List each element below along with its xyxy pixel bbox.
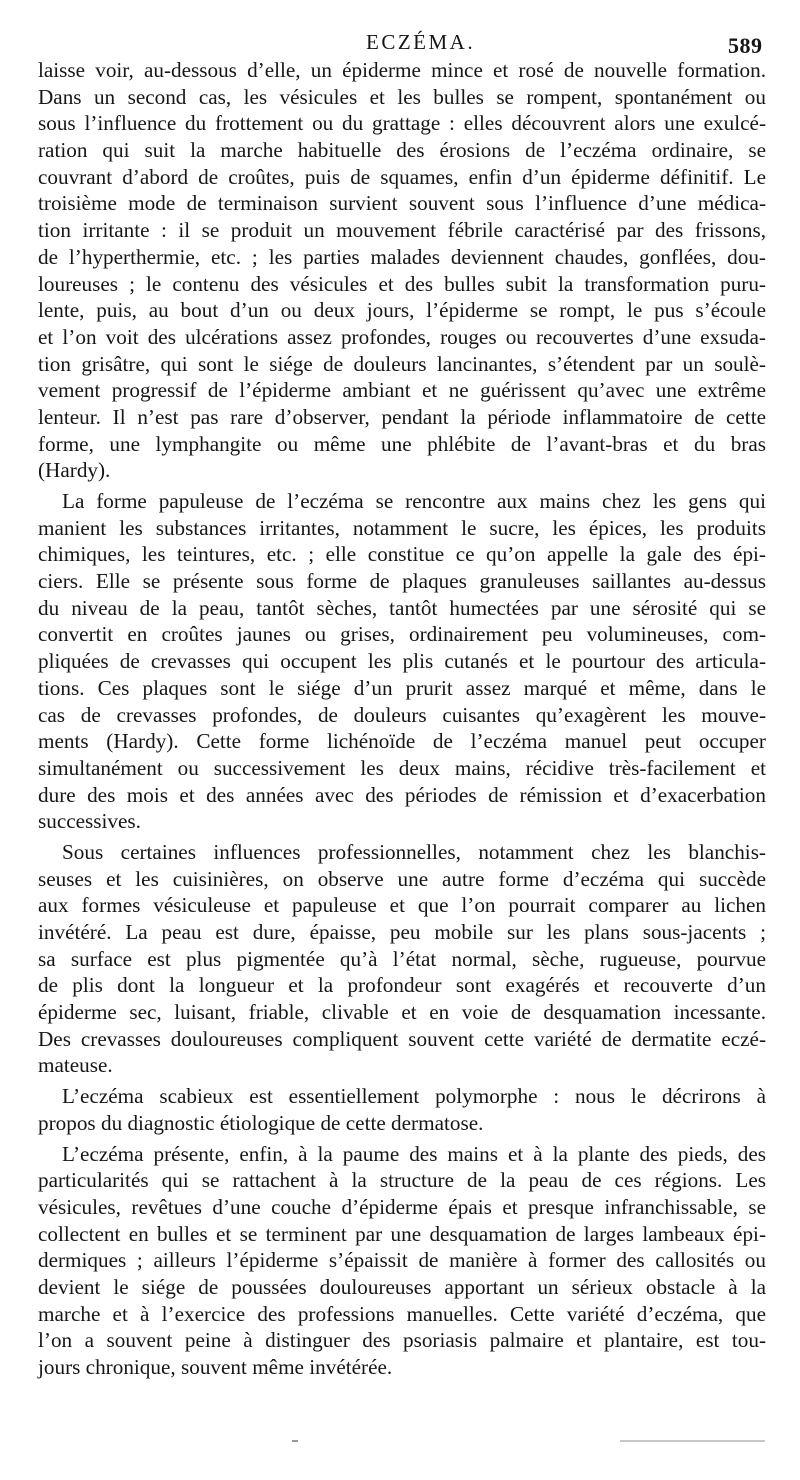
text-line: et l’on voit des ulcérations assez profondes, rouges ou recouvertes d’une exsuda- (38, 324, 766, 349)
text-line: Sous certaines influences professionnelles, notamment chez les blanchis- (62, 839, 766, 864)
text-line: ciers. Elle se présente sous forme de plaques granuleuses saillantes au-dessus (38, 569, 766, 594)
text-line: dure des mois et des années avec des périodes de rémission et d’exacerbation (38, 782, 766, 807)
text-line: loureuses ; le contenu des vésicules et des bulles subit la transformation puru- (38, 271, 766, 296)
paragraph-papular-form (38, 488, 766, 835)
text-line: (Hardy). (38, 458, 111, 483)
running-header (0, 30, 800, 60)
text-line: lente, puis, au bout d’un ou deux jours, l’épiderme se rompt, le pus s’écoule (38, 298, 766, 323)
text-line: ration qui suit la marche habituelle des érosions de l’eczéma ordinaire, se (38, 138, 766, 163)
text-line: propos du diagnostic étiologique de cette dermatose. (38, 1110, 484, 1135)
scan-artifact-mark (620, 1440, 765, 1442)
page-number: 589 (728, 33, 763, 58)
text-line: couvrant d’abord de croûtes, puis de squames, enfin d’un épiderme définitif. Le (38, 164, 766, 189)
text-line: marche et à l’exercice des professions manuelles. Cette variété d’eczéma, que (38, 1301, 766, 1326)
text-line: épiderme sec, luisant, friable, clivable et en voie de desquamation incessante. (38, 1000, 766, 1025)
text-line: L’eczéma présente, enfin, à la paume des mains et à la plante des pieds, des (62, 1141, 766, 1166)
text-line: manient les substances irritantes, notamment le sucre, les épices, les produits (38, 515, 766, 540)
text-line: convertit en croûtes jaunes ou grises, ordinairement peu volumineuses, com- (38, 622, 766, 647)
text-line: tion irritante : il se produit un mouvement fébrile caractérisé par des frissons, (38, 218, 766, 243)
text-line: forme, une lymphangite ou même une phlébite de l’avant-bras et du bras (38, 431, 766, 456)
text-line: chimiques, les teintures, etc. ; elle constitue ce qu’on appelle la gale des épi- (38, 542, 766, 567)
text-line: vement progressif de l’épiderme ambiant et ne guérissent qu’avec une extrême (38, 378, 766, 403)
text-line: jours chronique, souvent même invétérée. (38, 1355, 393, 1379)
text-line: La forme papuleuse de l’eczéma se rencontre aux mains chez les gens qui (62, 489, 766, 513)
text-line: seuses et les cuisinières, on observe une autre forme d’eczéma qui succède (38, 866, 766, 891)
paragraph-vesicular-termination (38, 57, 766, 484)
text-line: tions. Ces plaques sont le siége d’un prurit assez marqué et même, dans le (38, 675, 766, 700)
text-line: successives. (38, 809, 141, 834)
text-line: tion grisâtre, qui sont le siége de douleurs lancinantes, s’étendent par un soulè- (38, 351, 766, 376)
text-line: troisième mode de terminaison survient souvent sous l’influence d’une médica- (38, 191, 766, 216)
text-line: Des crevasses douloureuses compliquent souvent cette variété de dermatite eczé- (38, 1026, 766, 1051)
text-line: laisse voir, au-dessous d’elle, un épiderme mince et rosé de nouvelle formation. (38, 58, 766, 82)
text-line: Dans un second cas, les vésicules et les bulles se rompent, spontanément ou (38, 84, 766, 109)
text-line: cas de crevasses profondes, de douleurs cuisantes qu’exagèrent les mouve- (38, 702, 766, 727)
text-line: pliquées de crevasses qui occupent les plis cutanés et le pourtour des articula- (38, 649, 766, 674)
text-line: lenteur. Il n’est pas rare d’observer, pendant la période inflammatoire de cette (38, 404, 766, 429)
text-line: du niveau de la peau, tantôt sèches, tantôt humectées par une sérosité qui se (38, 595, 766, 620)
text-line: L’eczéma scabieux est essentiellement polymorphe : nous le décrirons à (62, 1084, 766, 1109)
paragraph-scabious-eczema (38, 1083, 766, 1136)
text-line: devient le siége de poussées douloureuses apportant un sérieux obstacle à la (38, 1274, 766, 1299)
text-line: de plis dont la longueur et la profondeur sont exagérés et recouverte d’un (38, 973, 766, 998)
paragraph-palmar-plantar (38, 1141, 766, 1381)
text-line: collectent en bulles et se terminent par une desquamation de larges lambeaux épi- (38, 1221, 766, 1246)
text-line: l’on a souvent peine à distinguer des psoriasis palmaire et plantaire, est tou- (38, 1328, 766, 1353)
text-line: dermiques ; ailleurs l’épiderme s’épaissit de manière à former des callosités ou (38, 1248, 766, 1273)
text-line: mateuse. (38, 1053, 113, 1078)
text-line: invétéré. La peau est dure, épaisse, peu mobile sur les plans sous-jacents ; (38, 920, 766, 944)
text-line: ments (Hardy). Cette forme lichénoïde de l’eczéma manuel peut occuper (38, 729, 766, 754)
paragraph-professional-eczema (38, 839, 766, 1079)
text-line: particularités qui se rattachent à la structure de la peau de ces régions. Les (38, 1168, 766, 1193)
text-line: simultanément ou successivement les deux mains, récidive très-facilement et (38, 755, 766, 780)
body-text (38, 57, 766, 1381)
scan-artifact-mark (292, 1440, 298, 1442)
text-line: sous l’influence du frottement ou du grattage : elles découvrent alors une exulcé- (38, 111, 766, 136)
running-title: ECZÉMA. (366, 30, 476, 54)
text-line: sa surface est plus pigmentée qu’à l’état normal, sèche, rugueuse, pourvue (38, 946, 766, 971)
text-line: de l’hyperthermie, etc. ; les parties malades deviennent chaudes, gonflées, dou- (38, 244, 766, 269)
text-line: aux formes vésiculeuse et papuleuse et que l’on pourrait comparer au lichen (38, 893, 766, 918)
text-line: vésicules, revêtues d’une couche d’épiderme épais et presque infranchissable, se (38, 1194, 766, 1219)
